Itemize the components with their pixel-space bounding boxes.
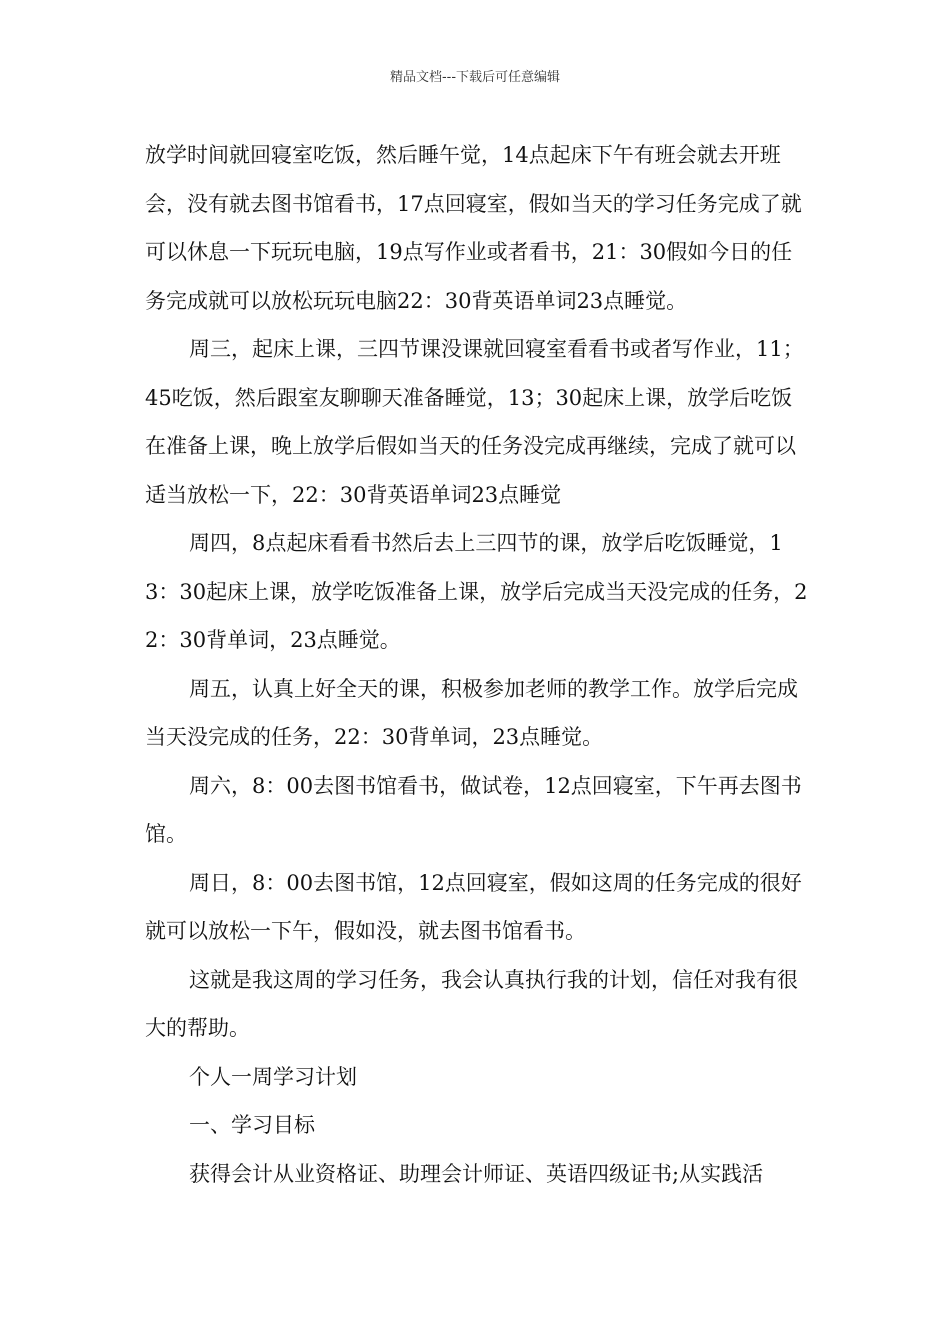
section-title: 个人一周学习计划 xyxy=(189,1064,357,1089)
paragraph-sunday: 周日，8：00去图书馆，12点回寝室，假如这周的任务完成的很好就可以放松一下午，假如没，就去图书馆看书。 xyxy=(145,870,802,943)
paragraph-friday: 周五，认真上好全天的课，积极参加老师的教学工作。放学后完成当天没完成的任务，22：30背单词，23点睡觉。 xyxy=(145,676,798,749)
paragraph-goals: 获得会计从业资格证、助理会计师证、英语四级证书;从实践活 xyxy=(189,1161,764,1186)
paragraph-wednesday: 周三，起床上课，三四节课没课就回寝室看看书或者写作业，11；45吃饭，然后跟室友聊聊天准备睡觉，13；30起床上课，放学后吃饭在准备上课，晚上放学后假如当天的任务没完成再继续，完成了就可以适当放松一下，22：30背英语单词23点睡觉 xyxy=(145,337,804,507)
page-header: 精品文档---下载后可任意编辑 xyxy=(389,70,561,85)
paragraph-continued: 放学时间就回寝室吃饭，然后睡午觉，14点起床下午有班会就去开班会，没有就去图书馆看书，17点回寝室，假如当天的学习任务完成了就可以休息一下玩玩电脑，19点写作业或者看书，21：30假如今日的任务完成就可以放松玩玩电脑22：30背英语单词23点睡觉。 xyxy=(145,143,802,313)
paragraph-summary: 这就是我这周的学习任务，我会认真执行我的计划，信任对我有很大的帮助。 xyxy=(145,967,798,1040)
section-heading-goals: 一、学习目标 xyxy=(189,1113,315,1137)
paragraph-saturday: 周六，8：00去图书馆看书，做试卷，12点回寝室，下午再去图书馆。 xyxy=(145,773,802,846)
document-body xyxy=(145,131,810,1198)
paragraph-thursday: 周四，8点起床看看书然后去上三四节的课，放学后吃饭睡觉，13：30起床上课，放学吃饭准备上课，放学后完成当天没完成的任务，22：30背单词，23点睡觉。 xyxy=(145,531,808,652)
